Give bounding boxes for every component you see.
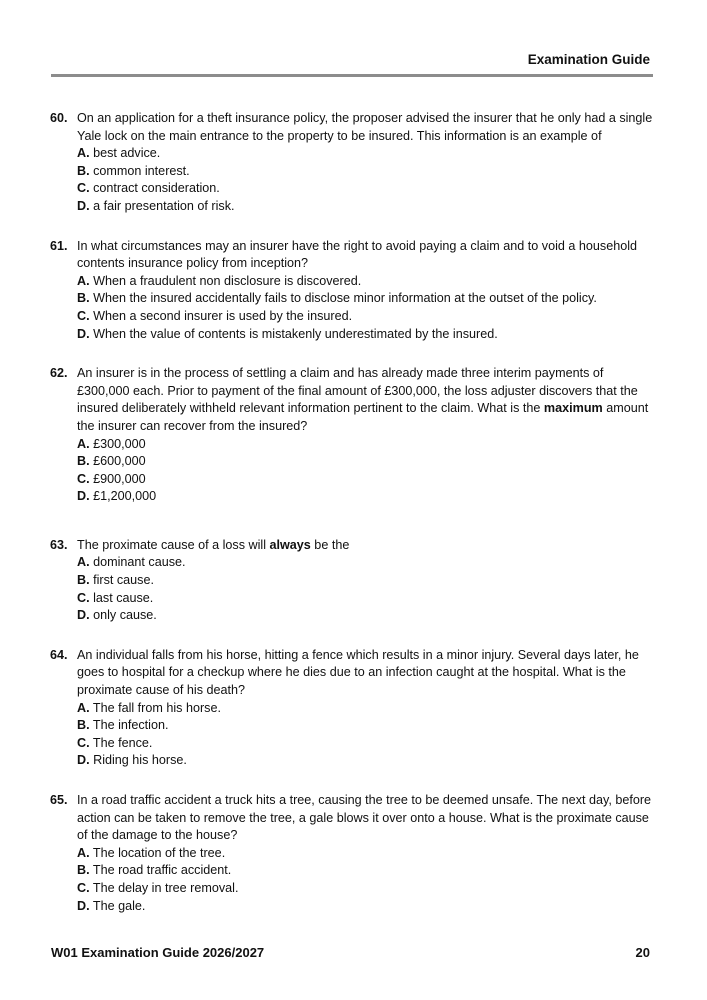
option-b: B. £600,000 — [77, 454, 146, 469]
question-text: In what circumstances may an insurer have the right to avoid paying a claim and to void a household contents insurance policy from inception? — [77, 238, 638, 271]
emphasis: maximum — [543, 401, 603, 416]
option-c: C. The fence. — [77, 735, 153, 750]
question-list — [50, 110, 655, 915]
question-number: 62. — [50, 366, 68, 381]
option-c: C. last cause. — [77, 590, 154, 605]
question-number: 63. — [50, 537, 68, 552]
option-a: A. When a fraudulent non disclosure is discovered. — [77, 273, 362, 288]
option-d: D. £1,200,000 — [77, 489, 157, 504]
question-number: 61. — [50, 238, 68, 253]
option-b: B. common interest. — [77, 163, 190, 178]
option-a: A. dominant cause. — [77, 555, 186, 570]
option-b: B. The infection. — [77, 718, 169, 733]
option-c: C. The delay in tree removal. — [77, 880, 239, 895]
question-number: 65. — [50, 793, 68, 807]
question-text: An insurer is in the process of settling a claim and has already made three interim payments of £300,000 each. Prior to payment of the final amount of £300,000, the loss adjuster discovers that the insured deliberately withheld relevant information pertinent to the claim. What is the maximum amount the insurer can recover from the insured? — [77, 366, 649, 433]
option-d: D. Riding his horse. — [77, 753, 187, 768]
option-d: D. The gale. — [77, 898, 146, 913]
question-number: 64. — [50, 647, 68, 662]
option-a: A. best advice. — [77, 146, 161, 161]
question-64 — [50, 647, 655, 770]
option-a: A. The fall from his horse. — [77, 700, 221, 715]
emphasis: always — [269, 537, 311, 552]
question-60 — [50, 110, 655, 216]
header-title: Examination Guide — [527, 52, 650, 67]
question-61 — [50, 238, 655, 344]
header-divider — [51, 74, 653, 77]
question-text: On an application for a theft insurance policy, the proposer advised the insurer that he only had a single Yale lock on the main entrance to the property to be insured. This information is an example of — [77, 111, 653, 143]
option-b: B. When the insured accidentally fails to disclose minor information at the outset of the policy. — [77, 291, 597, 306]
option-c: C. contract consideration. — [77, 181, 220, 196]
option-d: D. When the value of contents is mistakenly underestimated by the insured. — [77, 326, 498, 341]
option-c: C. £900,000 — [77, 471, 146, 486]
option-d: D. a fair presentation of risk. — [77, 198, 235, 213]
question-number: 60. — [50, 111, 68, 125]
option-b: B. The road traffic accident. — [77, 863, 232, 878]
question-text: The proximate cause of a loss will always be the — [77, 537, 350, 552]
question-65 — [50, 792, 655, 915]
page-number: 20 — [635, 945, 650, 960]
option-c: C. When a second insurer is used by the insured. — [77, 308, 353, 323]
option-d: D. only cause. — [77, 608, 157, 623]
question-text: In a road traffic accident a truck hits a tree, causing the tree to be deemed unsafe. The next day, before action can be taken to remove the tree, a gale blows it over onto a house. What is the proximate cause of the damage to the house? — [77, 793, 652, 843]
option-a: A. £300,000 — [77, 436, 146, 451]
question-62 — [50, 365, 655, 506]
question-63 — [50, 537, 655, 625]
question-text: An individual falls from his horse, hitting a fence which results in a minor injury. Several days later, he goes to hospital for a checkup where he dies due to an infection caught at the hospital. What is the proximate cause of his death? — [77, 647, 639, 698]
option-a: A. The location of the tree. — [77, 845, 226, 860]
option-b: B. first cause. — [77, 573, 154, 588]
footer-document-title: W01 Examination Guide 2026/2027 — [51, 945, 265, 960]
